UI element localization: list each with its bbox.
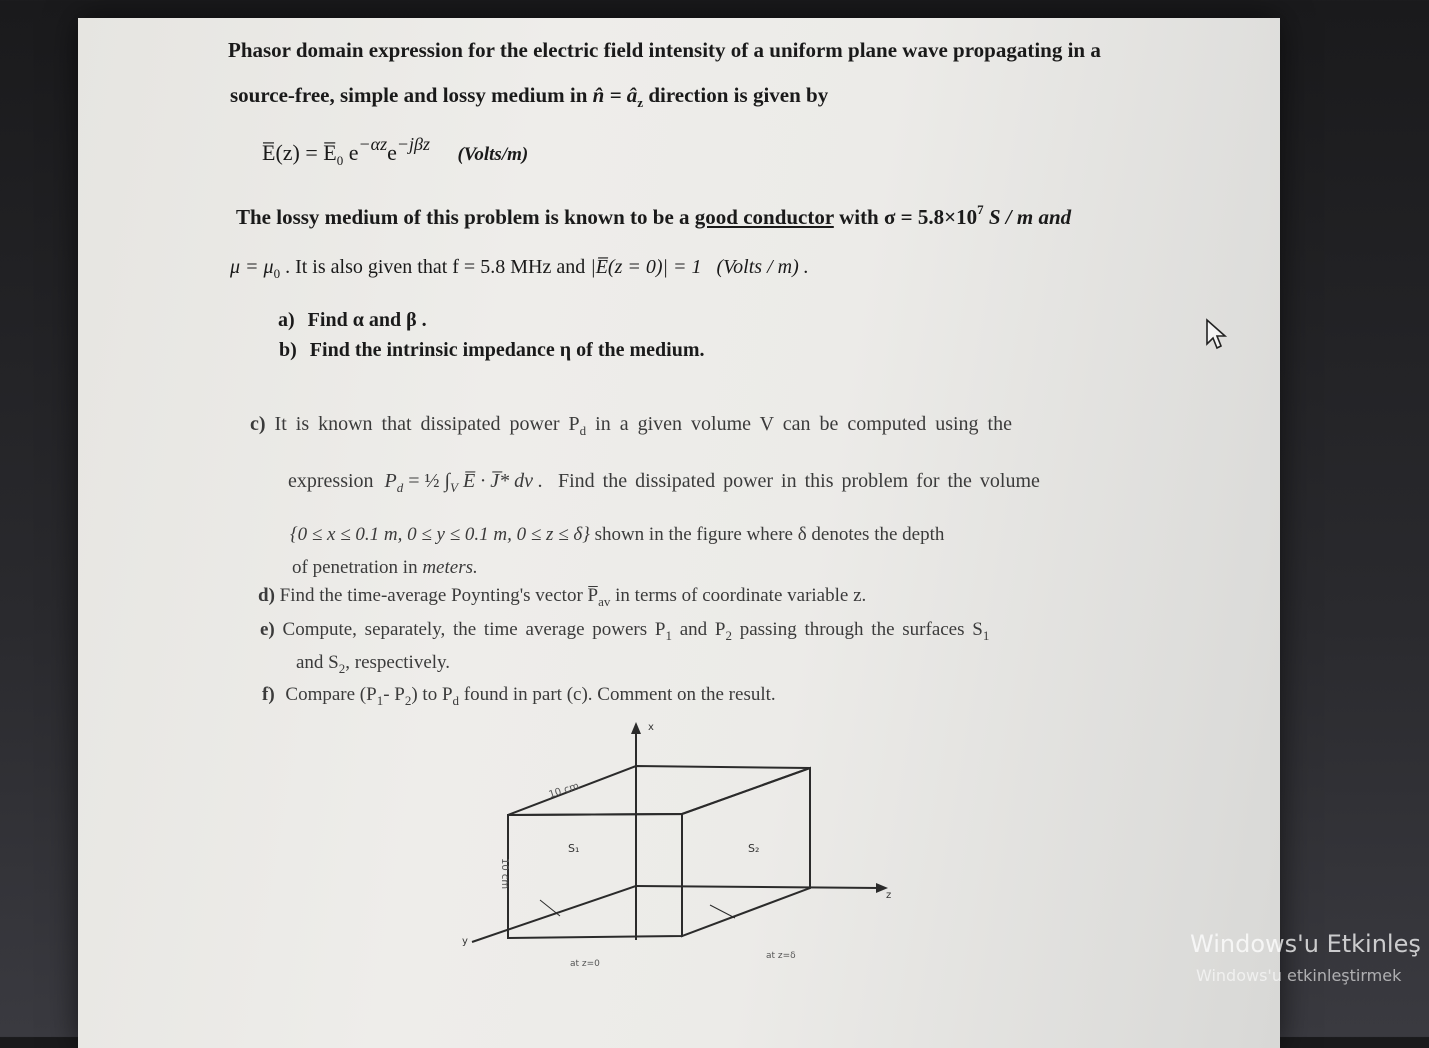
part-f-minus: - P <box>383 684 405 705</box>
part-a <box>278 309 427 332</box>
pd-formula-tail: E̅ · J̅* dv . <box>462 470 543 492</box>
part-f-text-3: found in part (c). Comment on the result. <box>463 684 776 705</box>
z0-label: at z=0 <box>570 959 600 969</box>
surface-s2-label: S₂ <box>748 842 760 855</box>
part-c-line-1 <box>250 413 1012 436</box>
part-f-text: Compare (P <box>285 684 377 705</box>
z-axis <box>636 886 880 888</box>
given-line-2 <box>230 256 809 279</box>
y-axis <box>472 886 636 942</box>
part-c-text-4a: of penetration in <box>292 557 418 578</box>
mu-sub: 0 <box>273 266 281 281</box>
intro-line-1 <box>228 38 1101 63</box>
given-text-1a: The lossy medium of this problem is known to be a <box>236 205 690 229</box>
f-p2-sub: 2 <box>404 693 412 708</box>
surface-s1-face <box>508 814 682 938</box>
eq-e2: e <box>387 140 397 165</box>
pav-sub: av <box>598 594 611 609</box>
part-c-text-2a: expression <box>288 470 374 492</box>
direction-vector: n̂ = â <box>592 83 638 107</box>
part-b <box>279 339 704 362</box>
p1-sub: 1 <box>665 628 672 643</box>
eq-sub: 0 <box>336 153 344 168</box>
s2-sub: 2 <box>338 661 346 676</box>
top-dimension-label: 10 cm <box>547 780 581 801</box>
part-c-text-2b: Find the dissipated power in this problem for the volume <box>557 470 1040 492</box>
pd-formula-p: P <box>384 470 397 492</box>
part-e-line-2 <box>296 652 450 674</box>
f-p1-sub: 1 <box>376 693 384 708</box>
volume-figure <box>430 700 910 990</box>
part-c-line-4 <box>292 557 478 579</box>
part-b-label: b) <box>279 339 297 361</box>
z-axis-label: z <box>886 890 892 901</box>
part-d <box>258 585 866 607</box>
pd-formula-sub: d <box>396 480 404 495</box>
activation-watermark: Windows'u Etkinleş <box>1190 930 1421 958</box>
field-equation <box>262 134 529 168</box>
zd-label: at z=δ <box>766 951 796 961</box>
mouse-cursor-icon <box>1205 318 1229 350</box>
part-c-text-4b: meters. <box>422 557 478 578</box>
side-dimension-label: 10 cm <box>499 858 510 890</box>
given-units: (Volts / m) . <box>716 256 809 278</box>
part-f-label: f) <box>262 684 275 705</box>
part-a-label: a) <box>278 309 295 331</box>
part-c-line-3 <box>290 524 944 546</box>
p2-sub: 2 <box>725 628 732 643</box>
part-c-text-3b: shown in the figure where δ denotes the depth <box>594 524 945 545</box>
intro-text-2a: source-free, simple and lossy medium in <box>230 83 588 107</box>
given-text-1b: with σ = 5.8×10 <box>839 205 978 229</box>
part-c-text-1b: in a given volume V can be computed using the <box>595 413 1012 435</box>
given-line-1 <box>236 202 1072 230</box>
f-pd-sub: d <box>452 693 460 708</box>
part-c-line-2 <box>288 470 1040 493</box>
intro-text-2b: direction is given by <box>648 83 829 107</box>
part-e-text-1: Compute, separately, the time average powers P <box>282 619 666 640</box>
part-e-line-1 <box>260 619 989 641</box>
part-c-text-1: It is known that dissipated power P <box>274 413 580 435</box>
pd-sub: d <box>579 423 587 438</box>
eq-exp1: −αz <box>358 134 388 154</box>
activation-watermark-sub: Windows'u etkinleştirmek <box>1196 966 1402 985</box>
part-e-and: and P <box>679 619 726 640</box>
intro-text-1: Phasor domain expression for the electric field intensity of a uniform plane wave propagating in a <box>228 38 1101 62</box>
pd-formula-integral: = ½ ∫ <box>408 470 451 492</box>
surface-s2-face <box>682 768 810 936</box>
sigma-exponent: 7 <box>977 202 984 217</box>
part-a-text: Find α and β . <box>307 309 427 331</box>
y-axis-label: y <box>462 936 468 947</box>
part-e-text-2b: , respectively. <box>345 652 451 673</box>
mu-eq: μ = μ <box>230 256 274 278</box>
part-c-label: c) <box>250 413 266 435</box>
eq-units: (Volts/m) <box>457 144 529 165</box>
part-d-label: d) <box>258 585 275 606</box>
volume-bounds: {0 ≤ x ≤ 0.1 m, 0 ≤ y ≤ 0.1 m, 0 ≤ z ≤ δ} <box>290 524 590 545</box>
part-d-text-2: in terms of coordinate variable z. <box>615 585 867 606</box>
part-f-text-2: ) to P <box>411 684 453 705</box>
surface-s1-label: S₁ <box>568 842 580 855</box>
part-b-text: Find the intrinsic impedance η of the medium. <box>309 339 705 361</box>
leader-z0 <box>540 900 560 916</box>
eq-exp2: −jβz <box>396 134 430 154</box>
x-axis-label: x <box>648 722 654 733</box>
pd-formula-v: V <box>450 480 458 495</box>
field-magnitude: |E̅(z = 0)| = 1 <box>590 256 702 278</box>
eq-lhs: E̅(z) = E̅ <box>262 140 337 165</box>
s1-sub: 1 <box>982 628 990 643</box>
given-text-2b: . It is also given that f = 5.8 MHz and <box>285 256 586 278</box>
given-text-1c: S / m and <box>988 205 1072 229</box>
part-d-text: Find the time-average Poynting's vector P̅ <box>279 585 599 606</box>
intro-line-2 <box>230 83 828 108</box>
part-e-text-2: and S <box>296 652 339 673</box>
leader-zd <box>710 905 735 918</box>
eq-e1: e <box>348 140 359 165</box>
good-conductor-text: good conductor <box>694 205 834 229</box>
direction-sub: z <box>637 95 644 110</box>
x-axis-arrow <box>631 722 641 734</box>
part-e-text-1b: passing through the surfaces S <box>739 619 983 640</box>
part-e-label: e) <box>260 619 275 640</box>
